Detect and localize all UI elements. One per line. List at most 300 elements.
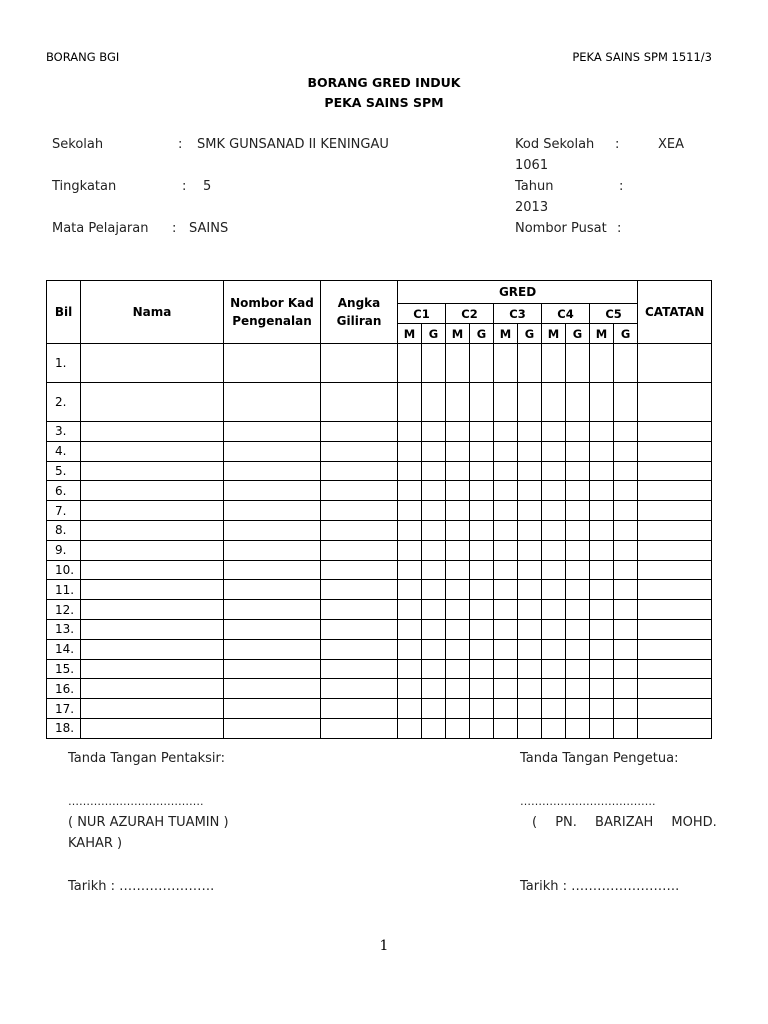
table-cell[interactable] [518,600,542,620]
table-cell[interactable] [518,441,542,461]
table-cell[interactable] [590,619,614,639]
table-cell[interactable] [81,560,224,580]
table-cell[interactable] [224,501,321,521]
table-cell[interactable] [321,540,398,560]
table-cell[interactable] [321,481,398,501]
table-cell[interactable] [542,659,566,679]
header-angka-giliran [321,281,398,344]
table-cell[interactable] [494,718,518,738]
table-cell[interactable] [224,540,321,560]
table-cell[interactable] [81,580,224,600]
table-cell[interactable] [542,441,566,461]
table-cell[interactable] [542,540,566,560]
table-cell[interactable] [422,422,446,442]
table-cell[interactable] [398,344,422,383]
table-cell[interactable] [446,679,470,699]
table-cell[interactable] [81,383,224,422]
table-cell[interactable] [614,639,638,659]
table-cell[interactable] [321,422,398,442]
table-cell[interactable] [321,639,398,659]
table-cell[interactable] [398,580,422,600]
table-cell[interactable] [470,520,494,540]
table-cell[interactable] [470,540,494,560]
table-cell[interactable] [566,580,590,600]
table-cell[interactable] [224,481,321,501]
table-cell[interactable] [321,560,398,580]
table-cell[interactable] [321,718,398,738]
table-cell[interactable] [638,560,712,580]
table-cell[interactable] [470,422,494,442]
table-cell[interactable] [81,481,224,501]
table-cell[interactable] [518,679,542,699]
table-cell[interactable] [224,461,321,481]
table-cell[interactable] [638,540,712,560]
table-cell[interactable] [566,481,590,501]
table-cell[interactable] [638,699,712,719]
table-cell[interactable] [590,383,614,422]
table-cell[interactable] [422,520,446,540]
table-cell[interactable] [398,481,422,501]
table-cell[interactable] [446,383,470,422]
table-cell[interactable] [614,718,638,738]
table-cell[interactable] [446,699,470,719]
row-number: 18. [47,718,81,738]
page-subtitle: PEKA SAINS SPM [324,95,444,110]
table-row [47,422,712,442]
table-cell[interactable] [224,659,321,679]
table-cell[interactable] [470,718,494,738]
table-cell[interactable] [398,383,422,422]
table-cell[interactable] [321,344,398,383]
table-cell[interactable] [518,422,542,442]
header-criterion: C4 [542,304,590,324]
table-cell[interactable] [614,699,638,719]
table-cell[interactable] [614,481,638,501]
table-cell[interactable] [566,699,590,719]
table-cell[interactable] [638,520,712,540]
table-cell[interactable] [494,659,518,679]
table-cell[interactable] [542,422,566,442]
table-cell[interactable] [470,461,494,481]
table-cell[interactable] [470,639,494,659]
table-cell[interactable] [590,441,614,461]
table-cell[interactable] [590,422,614,442]
table-cell[interactable] [614,580,638,600]
table-cell[interactable] [81,679,224,699]
pengetua-name: ( PN. BARIZAH MOHD. [532,815,717,830]
table-cell[interactable] [590,718,614,738]
table-cell[interactable] [422,600,446,620]
table-cell[interactable] [446,540,470,560]
table-cell[interactable] [422,501,446,521]
table-cell[interactable] [638,600,712,620]
table-cell[interactable] [566,600,590,620]
kod-sekolah-value-cont: 1061 [515,158,549,173]
table-cell[interactable] [614,501,638,521]
table-cell[interactable] [81,422,224,442]
table-cell[interactable] [566,718,590,738]
table-cell[interactable] [398,619,422,639]
table-cell[interactable] [614,540,638,560]
table-cell[interactable] [638,619,712,639]
table-cell[interactable] [470,383,494,422]
table-row [47,383,712,422]
tingkatan-label: Tingkatan [52,179,117,194]
table-cell[interactable] [518,481,542,501]
table-cell[interactable] [422,639,446,659]
table-cell[interactable] [494,699,518,719]
table-cell[interactable] [470,501,494,521]
table-cell[interactable] [542,718,566,738]
row-number: 12. [47,600,81,620]
table-cell[interactable] [446,619,470,639]
table-cell[interactable] [518,520,542,540]
table-cell[interactable] [518,580,542,600]
table-cell[interactable] [81,501,224,521]
table-cell[interactable] [398,441,422,461]
table-cell[interactable] [494,560,518,580]
mata-pelajaran-value: SAINS [189,221,229,236]
table-cell[interactable] [638,639,712,659]
row-number: 17. [47,699,81,719]
table-cell[interactable] [422,540,446,560]
table-cell[interactable] [566,383,590,422]
table-cell[interactable] [494,441,518,461]
table-cell[interactable] [422,481,446,501]
table-cell[interactable] [446,520,470,540]
table-cell[interactable] [638,679,712,699]
table-cell[interactable] [446,580,470,600]
table-cell[interactable] [542,639,566,659]
table-cell[interactable] [422,560,446,580]
table-cell[interactable] [398,699,422,719]
table-cell[interactable] [470,441,494,461]
table-cell[interactable] [566,540,590,560]
table-cell[interactable] [614,600,638,620]
table-cell[interactable] [446,718,470,738]
table-cell[interactable] [398,718,422,738]
table-cell[interactable] [224,639,321,659]
grade-table [46,280,712,739]
table-cell[interactable] [224,619,321,639]
table-cell[interactable] [614,383,638,422]
table-cell[interactable] [470,619,494,639]
table-cell[interactable] [590,481,614,501]
table-cell[interactable] [321,659,398,679]
table-cell[interactable] [398,639,422,659]
table-cell[interactable] [494,600,518,620]
table-cell[interactable] [321,619,398,639]
table-cell[interactable] [81,344,224,383]
table-cell[interactable] [81,659,224,679]
table-cell[interactable] [518,383,542,422]
table-cell[interactable] [422,659,446,679]
table-cell[interactable] [398,600,422,620]
table-cell[interactable] [446,639,470,659]
table-cell[interactable] [422,679,446,699]
table-cell[interactable] [566,619,590,639]
sekolah-colon: : [178,137,183,152]
table-cell[interactable] [398,679,422,699]
table-cell[interactable] [470,344,494,383]
table-cell[interactable] [398,540,422,560]
header-mg: G [422,324,446,344]
table-cell[interactable] [446,422,470,442]
table-cell[interactable] [638,461,712,481]
table-cell[interactable] [518,699,542,719]
table-cell[interactable] [518,619,542,639]
table-cell[interactable] [590,699,614,719]
header-criterion: C1 [398,304,446,324]
table-cell[interactable] [638,481,712,501]
kod-sekolah-label: Kod Sekolah [515,137,595,152]
table-cell[interactable] [422,383,446,422]
table-cell[interactable] [398,501,422,521]
table-cell[interactable] [590,520,614,540]
table-cell[interactable] [494,520,518,540]
table-cell[interactable] [494,461,518,481]
table-cell[interactable] [542,383,566,422]
table-cell[interactable] [542,520,566,540]
table-cell[interactable] [422,441,446,461]
table-cell[interactable] [494,580,518,600]
table-cell[interactable] [542,461,566,481]
table-cell[interactable] [321,600,398,620]
row-number: 11. [47,580,81,600]
table-cell[interactable] [638,441,712,461]
table-cell[interactable] [470,580,494,600]
row-number: 1. [47,344,81,383]
table-cell[interactable] [494,481,518,501]
table-cell[interactable] [446,501,470,521]
table-cell[interactable] [321,461,398,481]
table-cell[interactable] [321,520,398,540]
table-cell[interactable] [518,639,542,659]
table-cell[interactable] [494,639,518,659]
table-cell[interactable] [422,619,446,639]
table-cell[interactable] [566,461,590,481]
table-cell[interactable] [224,344,321,383]
table-cell[interactable] [224,520,321,540]
table-cell[interactable] [470,659,494,679]
table-cell[interactable] [446,659,470,679]
row-number: 8. [47,520,81,540]
table-cell[interactable] [638,580,712,600]
table-cell[interactable] [638,383,712,422]
row-number: 4. [47,441,81,461]
table-cell[interactable] [590,580,614,600]
table-cell[interactable] [446,600,470,620]
table-cell[interactable] [590,679,614,699]
table-cell[interactable] [446,461,470,481]
table-cell[interactable] [81,461,224,481]
table-row [47,600,712,620]
table-cell[interactable] [590,461,614,481]
table-row [47,501,712,521]
header-bil: Bil [47,281,81,344]
table-cell[interactable] [470,679,494,699]
header-mg: M [590,324,614,344]
table-cell[interactable] [446,441,470,461]
table-cell[interactable] [81,600,224,620]
pentaksir-name-cont: KAHAR ) [68,836,123,851]
table-cell[interactable] [81,441,224,461]
table-cell[interactable] [590,560,614,580]
table-cell[interactable] [542,619,566,639]
header-gred: GRED [398,281,638,304]
table-cell[interactable] [614,344,638,383]
table-cell[interactable] [518,501,542,521]
table-cell[interactable] [446,560,470,580]
table-cell[interactable] [224,718,321,738]
table-cell[interactable] [542,344,566,383]
table-cell[interactable] [590,600,614,620]
table-cell[interactable] [566,422,590,442]
table-cell[interactable] [422,344,446,383]
header-nama: Nama [81,281,224,344]
table-cell[interactable] [224,600,321,620]
sekolah-value: SMK GUNSANAD II KENINGAU [197,137,389,152]
table-cell[interactable] [614,679,638,699]
table-cell[interactable] [614,659,638,679]
table-cell[interactable] [638,659,712,679]
table-cell[interactable] [566,520,590,540]
table-cell[interactable] [398,520,422,540]
table-cell[interactable] [590,659,614,679]
table-cell[interactable] [542,600,566,620]
table-cell[interactable] [494,344,518,383]
table-cell[interactable] [614,560,638,580]
table-cell[interactable] [494,619,518,639]
pengetua-tarikh: Tarikh : ……………………. [520,879,680,894]
table-row [47,639,712,659]
table-cell[interactable] [590,540,614,560]
table-cell[interactable] [566,659,590,679]
table-row [47,540,712,560]
table-cell[interactable] [224,560,321,580]
table-cell[interactable] [321,580,398,600]
table-cell[interactable] [494,501,518,521]
table-cell[interactable] [81,520,224,540]
mata-pelajaran-colon: : [172,221,177,236]
table-cell[interactable] [321,699,398,719]
table-row [47,580,712,600]
table-cell[interactable] [638,344,712,383]
table-cell[interactable] [321,679,398,699]
kod-sekolah-colon: : [615,137,620,152]
table-cell[interactable] [470,699,494,719]
table-cell[interactable] [542,580,566,600]
table-cell[interactable] [542,501,566,521]
table-cell[interactable] [422,461,446,481]
table-cell[interactable] [470,481,494,501]
table-cell[interactable] [224,422,321,442]
page-title: BORANG GRED INDUK [307,75,461,90]
table-cell[interactable] [590,344,614,383]
table-cell[interactable] [566,560,590,580]
table-cell[interactable] [81,718,224,738]
table-cell[interactable] [321,501,398,521]
table-cell[interactable] [518,560,542,580]
table-cell[interactable] [638,501,712,521]
table-cell[interactable] [81,619,224,639]
table-cell[interactable] [81,540,224,560]
table-cell[interactable] [614,422,638,442]
table-cell[interactable] [224,679,321,699]
table-cell[interactable] [422,699,446,719]
table-cell[interactable] [566,679,590,699]
tahun-label: Tahun [515,179,554,194]
row-number: 9. [47,540,81,560]
row-number: 7. [47,501,81,521]
table-cell[interactable] [518,461,542,481]
table-cell[interactable] [638,422,712,442]
table-cell[interactable] [614,520,638,540]
row-number: 3. [47,422,81,442]
table-cell[interactable] [518,718,542,738]
header-angka-giliran-line2: Giliran [336,314,382,328]
header-mg: G [518,324,542,344]
table-cell[interactable] [81,639,224,659]
table-cell[interactable] [566,501,590,521]
header-angka-giliran-line1: Angka [337,296,381,310]
form-code: BORANG BGI [46,50,120,64]
table-cell[interactable] [224,699,321,719]
table-cell[interactable] [446,481,470,501]
table-cell[interactable] [494,422,518,442]
table-cell[interactable] [398,461,422,481]
table-cell[interactable] [518,540,542,560]
table-cell[interactable] [566,441,590,461]
header-mg: M [446,324,470,344]
table-cell[interactable] [614,441,638,461]
table-cell[interactable] [422,718,446,738]
table-cell[interactable] [224,383,321,422]
table-cell[interactable] [398,659,422,679]
table-cell[interactable] [614,619,638,639]
table-cell[interactable] [518,659,542,679]
table-cell[interactable] [494,679,518,699]
table-cell[interactable] [566,639,590,659]
table-row [47,699,712,719]
table-cell[interactable] [566,344,590,383]
table-cell[interactable] [494,383,518,422]
table-cell[interactable] [518,344,542,383]
table-cell[interactable] [398,422,422,442]
table-cell[interactable] [321,383,398,422]
header-mg: G [470,324,494,344]
tingkatan-value: 5 [203,179,212,194]
table-cell[interactable] [470,560,494,580]
table-cell[interactable] [542,699,566,719]
table-cell[interactable] [542,481,566,501]
table-cell[interactable] [590,501,614,521]
table-cell[interactable] [614,461,638,481]
table-cell[interactable] [494,540,518,560]
table-cell[interactable] [470,600,494,620]
table-cell[interactable] [446,344,470,383]
table-cell[interactable] [590,639,614,659]
table-cell[interactable] [542,560,566,580]
table-cell[interactable] [542,679,566,699]
table-cell[interactable] [398,560,422,580]
table-cell[interactable] [81,699,224,719]
table-cell[interactable] [638,718,712,738]
table-cell[interactable] [224,441,321,461]
table-cell[interactable] [422,580,446,600]
table-cell[interactable] [321,441,398,461]
table-cell[interactable] [224,580,321,600]
